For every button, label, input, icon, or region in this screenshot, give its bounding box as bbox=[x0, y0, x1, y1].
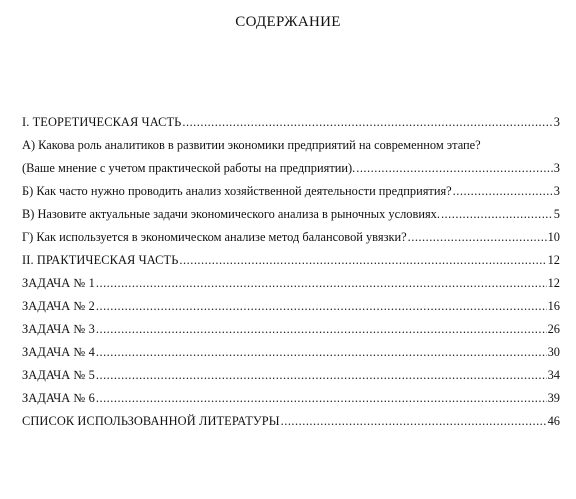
toc-entry-text: Г) Как используется в экономическом анализе метод балансовой увязки? bbox=[22, 230, 407, 244]
toc-entry-page: 26 bbox=[547, 322, 560, 336]
toc-entry-page: 3 bbox=[553, 184, 560, 198]
toc-entry-text: I. ТЕОРЕТИЧЕСКАЯ ЧАСТЬ bbox=[22, 115, 182, 129]
toc-entry-page: 30 bbox=[547, 345, 560, 359]
toc-entry-page: 3 bbox=[553, 161, 560, 175]
toc-entry-text: ЗАДАЧА № 4 bbox=[22, 345, 95, 359]
toc-entry-task-5[interactable] bbox=[22, 366, 560, 384]
toc-entry-text: СПИСОК ИСПОЛЬЗОВАННОЙ ЛИТЕРАТУРЫ bbox=[22, 414, 280, 428]
toc-entry-task-4[interactable] bbox=[22, 343, 560, 361]
dot-leader bbox=[96, 366, 547, 384]
toc-entry-text: ЗАДАЧА № 1 bbox=[22, 276, 95, 290]
toc-entry-page: 3 bbox=[553, 115, 560, 129]
toc-entry-task-3[interactable] bbox=[22, 320, 560, 338]
toc-entry-page: 5 bbox=[553, 207, 560, 221]
dot-leader bbox=[281, 412, 547, 430]
toc-entry-text: ЗАДАЧА № 2 bbox=[22, 299, 95, 313]
toc-entry-text: Б) Как часто нужно проводить анализ хозяйственной деятельности предприятия? bbox=[22, 184, 452, 198]
dot-leader bbox=[182, 113, 552, 131]
toc-entry-task-6[interactable] bbox=[22, 389, 560, 407]
dot-leader bbox=[96, 343, 547, 361]
toc-entry-page: 46 bbox=[547, 414, 560, 428]
toc-entry-text: (Ваше мнение с учетом практической работы на предприятии). bbox=[22, 161, 356, 175]
toc-entry-references[interactable] bbox=[22, 412, 560, 430]
toc-entry-task-2[interactable] bbox=[22, 297, 560, 315]
toc-entry-question-a[interactable] bbox=[22, 136, 560, 154]
toc-entry-text: А) Какова роль аналитиков в развитии экономики предприятий на современном этапе? bbox=[22, 138, 481, 152]
dot-leader bbox=[96, 297, 547, 315]
dot-leader bbox=[441, 205, 553, 223]
toc-entry-text: II. ПРАКТИЧЕСКАЯ ЧАСТЬ bbox=[22, 253, 179, 267]
toc-entry-text: В) Назовите актуальные задачи экономического анализа в рыночных условиях. bbox=[22, 207, 440, 221]
toc-entry-question-v[interactable] bbox=[22, 205, 560, 223]
toc-entry-text: ЗАДАЧА № 6 bbox=[22, 391, 95, 405]
toc-entry-page: 12 bbox=[547, 276, 560, 290]
dot-leader bbox=[96, 274, 547, 292]
toc-entry-practical-part[interactable] bbox=[22, 251, 560, 269]
toc-entry-task-1[interactable] bbox=[22, 274, 560, 292]
toc-entry-text: ЗАДАЧА № 3 bbox=[22, 322, 95, 336]
toc-entry-page: 10 bbox=[547, 230, 560, 244]
toc-entry-page: 12 bbox=[547, 253, 560, 267]
toc-entry-question-g[interactable] bbox=[22, 228, 560, 246]
toc-entry-text: ЗАДАЧА № 5 bbox=[22, 368, 95, 382]
dot-leader bbox=[179, 251, 546, 269]
toc-entry-question-b[interactable] bbox=[22, 182, 560, 200]
dot-leader bbox=[453, 182, 553, 200]
dot-leader bbox=[408, 228, 547, 246]
toc-entry-theoretical-part[interactable] bbox=[22, 113, 560, 131]
toc-entry-page: 16 bbox=[547, 299, 560, 313]
toc-entry-page: 39 bbox=[547, 391, 560, 405]
dot-leader bbox=[96, 320, 547, 338]
dot-leader bbox=[356, 159, 553, 177]
toc-entry-page: 34 bbox=[547, 368, 560, 382]
page-title: СОДЕРЖАНИЕ bbox=[235, 14, 341, 30]
toc-entry-question-a-cont[interactable] bbox=[22, 159, 560, 177]
dot-leader bbox=[96, 389, 547, 407]
